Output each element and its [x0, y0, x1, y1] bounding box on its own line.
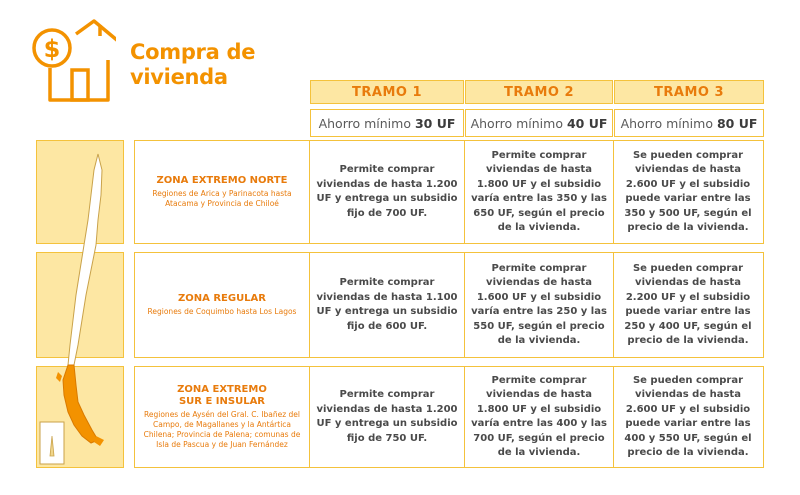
zone-row-sur: [134, 366, 764, 468]
tramo-1-cell: Permite comprar viviendas de hasta 1.100 UF y entrega un subsidio fijo de 600 UF.: [310, 253, 465, 357]
tramo-2-cell: Permite comprar viviendas de hasta 1.800 UF y el subsidio varía entre las 400 y las 700 UF, según el precio de la vivienda.: [465, 367, 614, 467]
tramo-1-cell: Permite comprar viviendas de hasta 1.200 UF y entrega un subsidio fijo de 700 UF.: [310, 141, 465, 243]
tramo-3-cell: Se pueden comprar viviendas de hasta 2.600 UF y el subsidio puede variar entre las 350 y 500 UF, según el precio de la vivienda.: [624, 149, 752, 233]
tramo-1-ahorro: Ahorro mínimo 30 UF: [310, 109, 464, 137]
zone-regions: Regiones de Aysén del Gral. C. Ibañez del Campo, de Magallanes y la Antártica Chilena; Provincia de Palena; comunas de Isla de Pascua y de Juan Fernández: [143, 410, 301, 449]
house-dollar-icon: [28, 18, 116, 106]
tramo-1-cell: Permite comprar viviendas de hasta 1.200 UF y entrega un subsidio fijo de 750 UF.: [310, 367, 465, 467]
zone-label: [135, 141, 310, 243]
tramo-1-header: TRAMO 1: [310, 80, 464, 104]
zone-label: [135, 253, 310, 357]
zone-row-regular: [134, 252, 764, 358]
svg-text:$: $: [43, 35, 61, 63]
zone-regions: Regiones de Coquimbo hasta Los Lagos: [147, 307, 297, 316]
zone-label: [135, 367, 310, 467]
tramo-3-cell: Se pueden comprar viviendas de hasta 2.200 UF y el subsidio puede variar entre las 250 y 400 UF, según el precio de la vivienda.: [624, 262, 752, 346]
zone-regions: Regiones de Arica y Parinacota hasta Atacama y Provincia de Chiloé: [152, 189, 292, 208]
zone-name: ZONA EXTREMO SUR E INSULAR: [177, 384, 267, 407]
zone-name: ZONA REGULAR: [177, 293, 266, 304]
tramo-2-cell: Permite comprar viviendas de hasta 1.600 UF y el subsidio varía entre las 250 y las 550 UF, según el precio de la vivienda.: [465, 253, 614, 357]
tramo-2-ahorro: Ahorro mínimo 40 UF: [465, 109, 613, 137]
tramo-3-cell: Se pueden comprar viviendas de hasta 2.600 UF y el subsidio puede variar entre las 400 y 550 UF, según el precio de la vivienda.: [624, 374, 752, 458]
tramo-3-header: TRAMO 3: [614, 80, 764, 104]
zone-name: ZONA EXTREMO NORTE: [156, 175, 288, 186]
chile-map-icon: [36, 140, 124, 468]
tramo-2-header: TRAMO 2: [465, 80, 613, 104]
tramo-3-ahorro: Ahorro mínimo 80 UF: [614, 109, 764, 137]
page-title: Compra de vivienda: [130, 40, 256, 89]
zone-row-norte: [134, 140, 764, 244]
tramo-2-cell: Permite comprar viviendas de hasta 1.800 UF y el subsidio varía entre las 350 y las 650 UF, según el precio de la vivienda.: [465, 141, 614, 243]
